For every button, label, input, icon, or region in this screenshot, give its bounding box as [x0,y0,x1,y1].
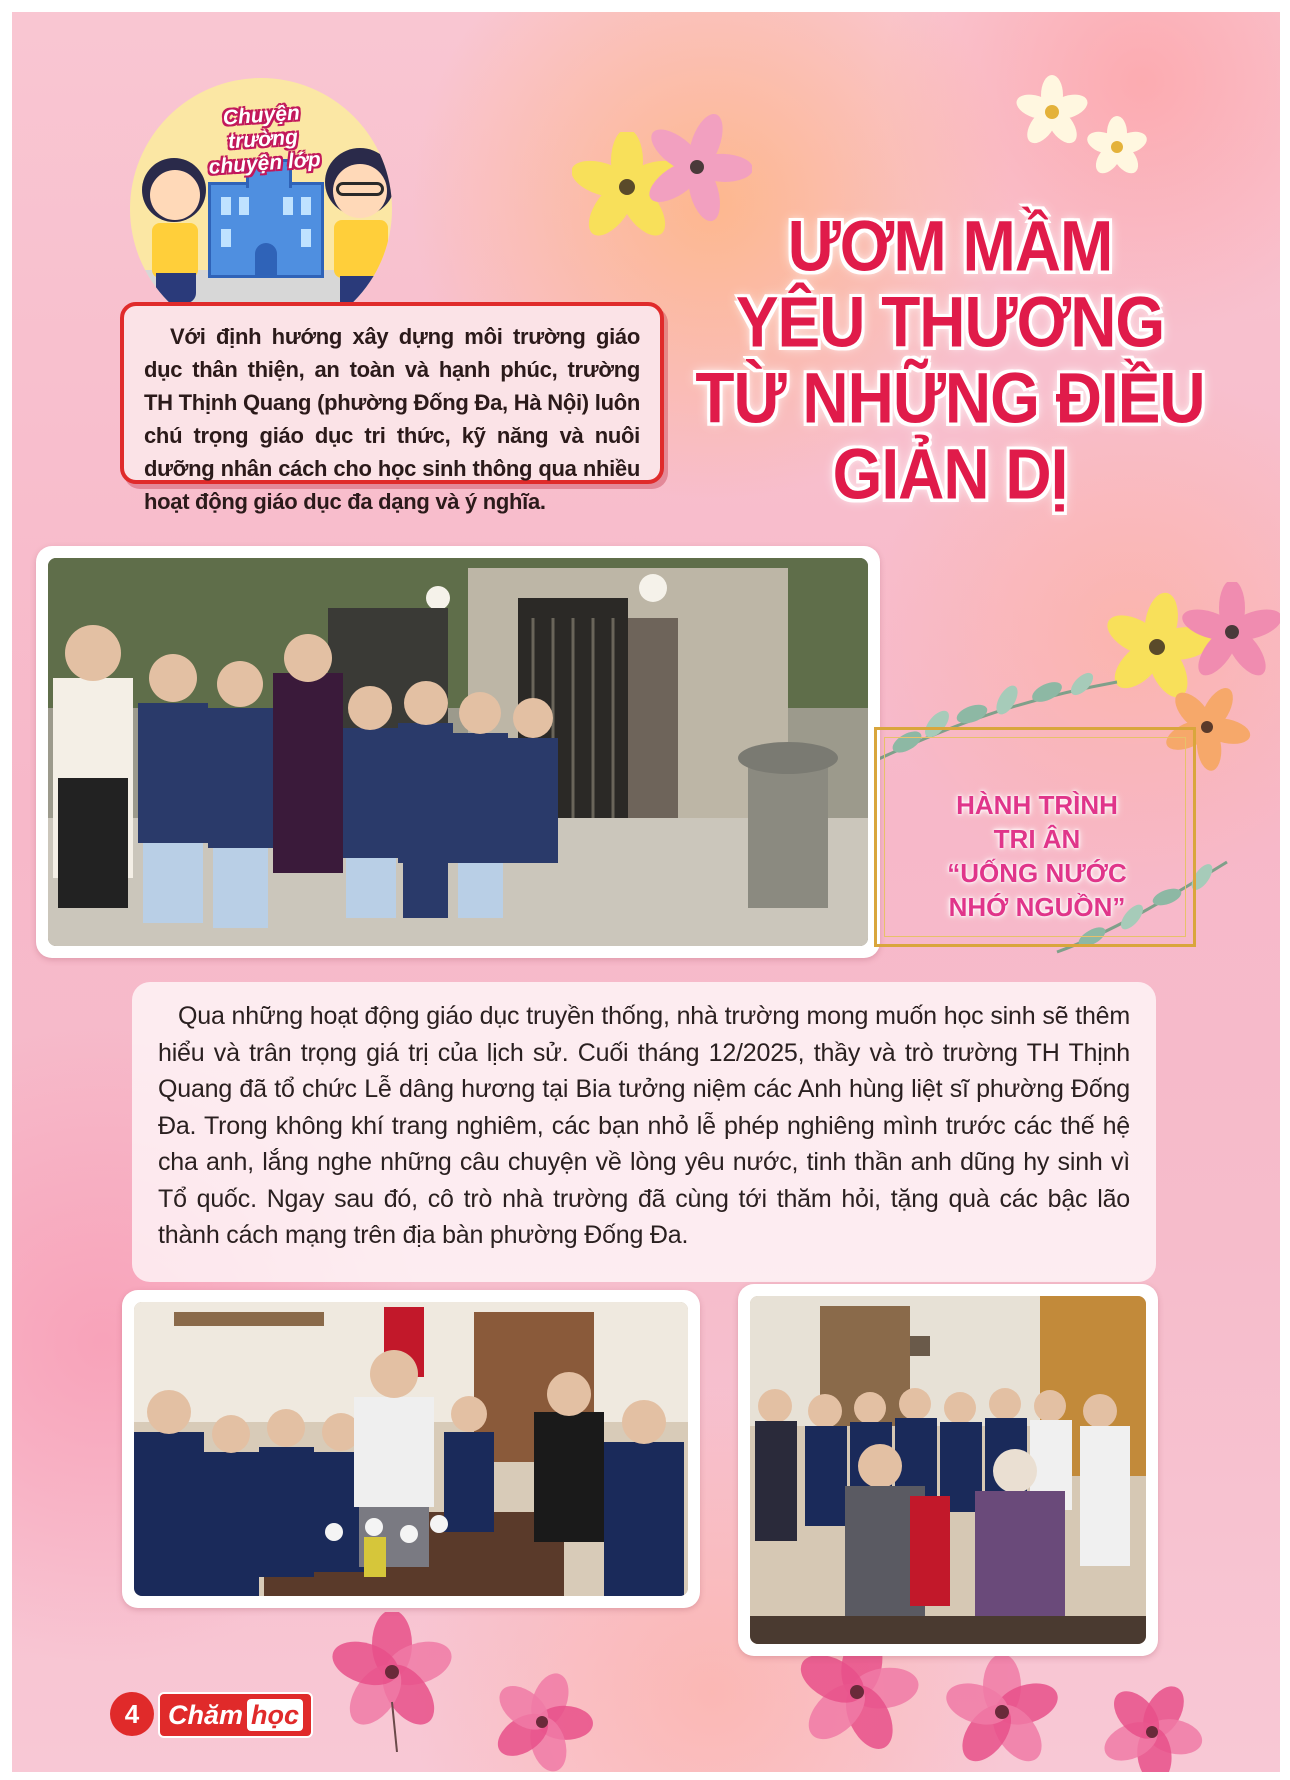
headline-line: YÊU THƯƠNG [735,281,1165,363]
visit-veteran-illustration [134,1302,688,1596]
section-title-line: TRI ÂN [993,824,1081,854]
school-building-icon [208,182,324,278]
page-number: 4 [110,1692,154,1736]
intro-box [120,302,664,514]
pink-flower-icon [482,1672,602,1772]
brand-part1: Chăm [168,1700,244,1730]
intro-text: Với định hướng xây dựng môi trường giáo dục thân thiện, an toàn và hạnh phúc, trường TH Thịnh Quang (phường Đống Đa, Hà Nội) luôn chú trọng giáo dục tri thức, kỹ năng và nuôi dưỡng nhân cách cho học sinh thông qua nhiều hoạt động giáo dục đa dạng và ý nghĩa. [144,324,640,514]
group-veterans-illustration [750,1296,1146,1644]
section-title-line: HÀNH TRÌNH [956,790,1118,820]
main-headline [670,205,1230,515]
body-text: Qua những hoạt động giáo dục truyền thống, nhà trường mong muốn học sinh sẽ thêm hiểu và trân trọng giá trị của lịch sử. Cuối tháng 12/2025, thầy và trò trường TH Thịnh Quang đã tổ chức Lễ dâng hương tại Bia tưởng niệm các Anh hùng liệt sĩ phường Đống Đa. Trong không khí trang nghiêm, các bạn nhỏ lễ phép nghiêng mình trước các thế hệ cha anh, lắng nghe những câu chuyện về lòng yêu nước, tinh thần anh dũng hy sinh vì Tổ quốc. Ngay sau đó, cô trò nhà trường đã cùng tới thăm hỏi, tặng quà các bậc lão thành cách mạng trên địa bàn phường Đống Đa. [158,1002,1130,1249]
section-title-line: “UỐNG NƯỚC [947,858,1127,888]
brand-part2: học [247,1699,303,1731]
logo-title [186,99,341,181]
logo-title-line1: Chuyện trường [222,101,301,154]
pink-flower-icon [322,1612,462,1752]
photo-incense-ceremony [36,546,880,958]
pink-flower-icon [1182,582,1280,682]
white-flower-icon [1012,72,1092,152]
headline-line: ƯƠM MẦM [787,205,1113,287]
headline-line: GIẢN DỊ [832,433,1068,515]
incense-ceremony-illustration [48,558,868,946]
section-title [892,788,1182,924]
logo-title-line2: chuyện lớp [207,148,322,179]
photo-visit-veteran [122,1290,700,1608]
magazine-brand-logo [158,1692,313,1738]
magazine-page [12,12,1280,1772]
headline-line: TỪ NHỮNG ĐIỀU [695,357,1205,439]
pink-flower-icon [932,1652,1072,1772]
white-flower-icon [1082,112,1152,182]
pink-flower-icon [1092,1682,1212,1772]
section-title-line: NHỚ NGUỒN” [948,892,1126,922]
section-logo [130,78,392,340]
photo-group-veterans [738,1284,1158,1656]
